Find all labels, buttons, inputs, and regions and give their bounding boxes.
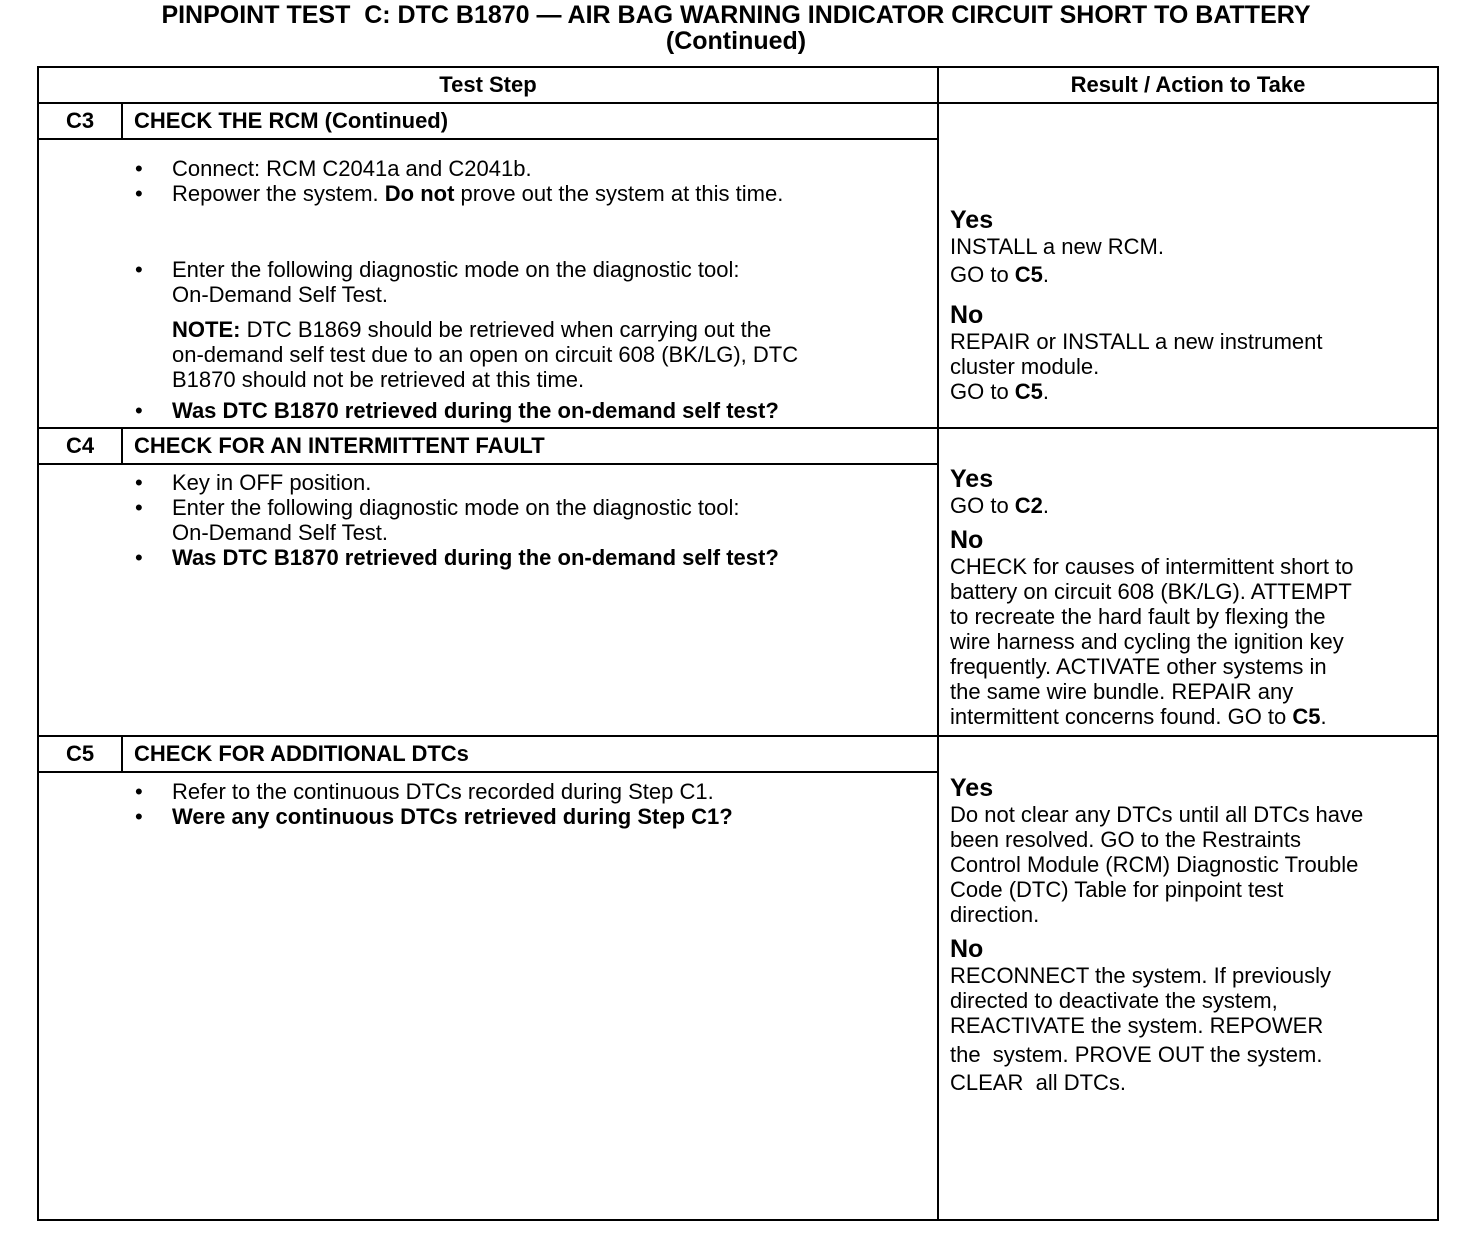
- pinpoint-test-table: [37, 66, 1439, 1221]
- bullet: •: [135, 779, 143, 804]
- c3-item-repower: [172, 181, 783, 206]
- c3-note: [172, 317, 798, 392]
- bullet: •: [135, 181, 143, 206]
- c3-yes-go: GO to C5.: [950, 262, 1050, 287]
- c3-result: [950, 207, 1440, 404]
- c5-no-label: No: [950, 935, 984, 963]
- go-to-text: GO to: [950, 262, 1015, 287]
- c4-question: Was DTC B1870 retrieved during the on-demand self test?: [172, 545, 779, 570]
- c5-yes-line-2: been resolved. GO to the Restraints: [950, 827, 1301, 852]
- c4-yes-label: Yes: [950, 465, 994, 493]
- c3-diag-line-2: On-Demand Self Test.: [172, 282, 389, 307]
- bullet: •: [135, 156, 143, 181]
- c3-note-text-1: DTC B1869 should be retrieved when carrying out the: [240, 317, 772, 342]
- go-to-target: C5: [1292, 704, 1321, 729]
- c4-diag-line-2: On-Demand Self Test.: [172, 520, 389, 545]
- bullet: •: [135, 495, 143, 520]
- step-id-c5: C5: [65, 741, 95, 766]
- note-label: NOTE:: [172, 317, 241, 342]
- c4-no-line-3: to recreate the hard fault by flexing the: [950, 604, 1326, 629]
- step-id-c4: C4: [65, 433, 95, 458]
- bullet: •: [135, 545, 143, 570]
- c4-yes-go: GO to C2.: [950, 493, 1050, 518]
- step-id-divider-c3: [121, 104, 123, 140]
- c4-diag-line-1: Enter the following diagnostic mode on the diagnostic tool:: [172, 495, 740, 520]
- c3-no-line-1: REPAIR or INSTALL a new instrument: [950, 329, 1323, 354]
- c4-no-line-2: battery on circuit 608 (BK/LG). ATTEMPT: [950, 579, 1352, 604]
- c3-item-connect: Connect: RCM C2041a and C2041b.: [172, 156, 532, 181]
- c4-no-text-7: intermittent concerns found. GO to: [950, 704, 1293, 729]
- c3-yes-label: Yes: [950, 206, 994, 234]
- c4-item-key-off: Key in OFF position.: [172, 470, 372, 495]
- header-result: Result / Action to Take: [1070, 72, 1306, 97]
- c5-yes-line-1: Do not clear any DTCs until all DTCs have: [950, 802, 1364, 827]
- c3-no-label: No: [950, 301, 984, 329]
- c3-note-line-2: on-demand self test due to an open on circuit 608 (BK/LG), DTC: [172, 342, 799, 367]
- c5-no-line-3: REACTIVATE the system. REPOWER: [950, 1013, 1324, 1038]
- title-line-2: (Continued): [665, 27, 807, 55]
- title-line-1: PINPOINT TEST C: DTC B1870 — AIR BAG WARNING INDICATOR CIRCUIT SHORT TO BATTERY: [161, 1, 1311, 29]
- c3-question: Was DTC B1870 retrieved during the on-demand self test?: [172, 398, 779, 423]
- go-to-text: GO to: [950, 493, 1015, 518]
- c4-result: [950, 466, 1440, 729]
- c5-yes-line-5: direction.: [950, 902, 1040, 927]
- step-id-divider-c4: [121, 429, 123, 465]
- c5-no-line-2: directed to deactivate the system,: [950, 988, 1278, 1013]
- bullet: •: [135, 398, 143, 423]
- c4-no-line-7: intermittent concerns found. GO to C5.: [950, 704, 1327, 729]
- c3-repower-pre: Repower the system.: [172, 181, 385, 206]
- go-to-target: C5: [1014, 379, 1043, 404]
- c4-no-line-1: CHECK for causes of intermittent short to: [950, 554, 1354, 579]
- c4-no-line-5: frequently. ACTIVATE other systems in: [950, 654, 1327, 679]
- c4-no-label: No: [950, 526, 984, 554]
- c3-repower-post: prove out the system at this time.: [454, 181, 784, 206]
- c3-yes-action: INSTALL a new RCM.: [950, 234, 1164, 259]
- step-title-c3: CHECK THE RCM (Continued): [134, 108, 449, 133]
- bullet: •: [135, 804, 143, 829]
- column-divider: [937, 68, 939, 1219]
- header-test-step: Test Step: [439, 72, 537, 97]
- step-title-c5: CHECK FOR ADDITIONAL DTCs: [134, 741, 469, 766]
- c4-title-divider: [39, 463, 937, 465]
- step-title-c4: CHECK FOR AN INTERMITTENT FAULT: [134, 433, 545, 458]
- page-title: [0, 2, 1472, 54]
- c5-yes-line-4: Code (DTC) Table for pinpoint test: [950, 877, 1284, 902]
- c5-question: Were any continuous DTCs retrieved during Step C1?: [172, 804, 733, 829]
- c5-yes-line-3: Control Module (RCM) Diagnostic Trouble: [950, 852, 1359, 877]
- c5-yes-label: Yes: [950, 774, 994, 802]
- bullet: •: [135, 470, 143, 495]
- c3-no-line-2: cluster module.: [950, 354, 1100, 379]
- c4-item-diagnostic-mode: [172, 495, 739, 545]
- go-to-target: C5: [1014, 262, 1043, 287]
- c5-no-line-1: RECONNECT the system. If previously: [950, 963, 1332, 988]
- c5-no-line-5: CLEAR all DTCs.: [950, 1070, 1127, 1095]
- step-id-c3: C3: [65, 108, 95, 133]
- c3-item-diagnostic-mode: [172, 257, 739, 307]
- c5-no-line-4: the system. PROVE OUT the system.: [950, 1042, 1323, 1067]
- c3-diag-line-1: Enter the following diagnostic mode on the diagnostic tool:: [172, 257, 740, 282]
- c5-title-divider: [39, 771, 937, 773]
- c4-no-line-6: the same wire bundle. REPAIR any: [950, 679, 1294, 704]
- c5-item-refer: Refer to the continuous DTCs recorded during Step C1.: [172, 779, 714, 804]
- c4-no-line-4: wire harness and cycling the ignition key: [950, 629, 1344, 654]
- c3-title-divider: [39, 138, 937, 140]
- c3-note-line-1: [172, 317, 798, 342]
- go-to-text: GO to: [950, 379, 1015, 404]
- c3-no-go: GO to C5.: [950, 379, 1050, 404]
- c3-note-line-3: B1870 should not be retrieved at this time.: [172, 367, 585, 392]
- step-id-divider-c5: [121, 737, 123, 773]
- c5-result: [950, 775, 1440, 1095]
- c3-repower-bold: Do not: [384, 181, 455, 206]
- bullet: •: [135, 257, 143, 282]
- go-to-target: C2: [1014, 493, 1043, 518]
